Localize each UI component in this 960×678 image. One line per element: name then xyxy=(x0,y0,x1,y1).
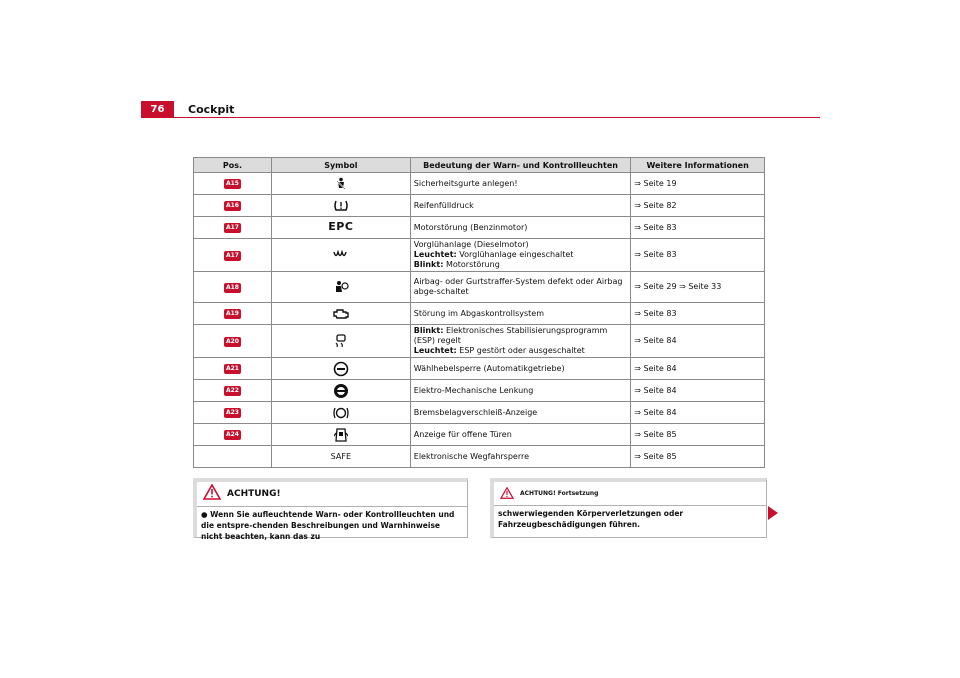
symbol-text: SAFE xyxy=(330,451,352,461)
meaning-line xyxy=(414,201,628,211)
section-title: Cockpit xyxy=(188,103,235,116)
meaning-line xyxy=(414,326,628,346)
warning-triangle-icon xyxy=(500,484,514,503)
meaning-text: Vorglühanlage (Dieselmotor) xyxy=(413,240,529,249)
row-meaning xyxy=(410,173,631,195)
row-info-link[interactable]: ⇒ Seite 85 xyxy=(631,446,765,468)
position-tag: A20 xyxy=(225,337,239,345)
table-row xyxy=(194,303,765,325)
position-tag: A22 xyxy=(225,387,239,394)
warning-triangle-icon xyxy=(203,484,221,504)
meaning-line xyxy=(414,250,628,260)
row-meaning xyxy=(410,239,631,272)
row-position xyxy=(194,272,272,303)
meaning-text: Airbag- oder Gurtstraffer-System defekt oder Airbag abge-schaltet xyxy=(413,277,623,296)
header-rule xyxy=(141,117,820,118)
steering-icon xyxy=(275,383,407,399)
warning-box xyxy=(193,478,468,541)
meaning-line xyxy=(414,408,628,418)
meaning-label: Blinkt: xyxy=(413,326,444,335)
column-header-pos: Pos. xyxy=(194,158,272,173)
table-row xyxy=(194,173,765,195)
row-meaning xyxy=(410,358,631,380)
row-meaning xyxy=(410,272,631,303)
row-symbol xyxy=(271,446,410,468)
row-symbol xyxy=(271,239,410,272)
door-open-icon xyxy=(275,427,407,443)
meaning-line xyxy=(414,223,628,233)
column-header-meaning: Bedeutung der Warn- und Kontrollleuchten xyxy=(410,158,631,173)
row-position xyxy=(194,239,272,272)
table-row xyxy=(194,195,765,217)
airbag-icon xyxy=(275,280,407,294)
meaning-label: Blinkt: xyxy=(413,260,444,269)
row-symbol xyxy=(271,380,410,402)
meaning-line xyxy=(414,277,628,297)
meaning-text: Anzeige für offene Türen xyxy=(413,429,512,439)
position-tag: A17 xyxy=(225,251,239,259)
row-position xyxy=(194,380,272,402)
position-tag: A19 xyxy=(225,310,239,317)
warning-light-table xyxy=(193,157,765,468)
position-tag: A17 xyxy=(225,224,239,231)
seatbelt-icon xyxy=(275,177,407,191)
row-info-link[interactable]: ⇒ Seite 83 xyxy=(631,303,765,325)
gear-lock-icon xyxy=(275,361,407,377)
meaning-label: Leuchtet: xyxy=(413,250,457,259)
table-row xyxy=(194,239,765,272)
row-info-link[interactable]: ⇒ Seite 19 xyxy=(631,173,765,195)
table-row xyxy=(194,380,765,402)
row-position xyxy=(194,446,272,468)
row-meaning xyxy=(410,446,631,468)
row-symbol xyxy=(271,217,410,239)
warning-box-continued xyxy=(490,478,767,538)
position-tag: A16 xyxy=(225,202,239,209)
row-info-link[interactable]: ⇒ Seite 83 xyxy=(631,239,765,272)
meaning-text: Reifenfülldruck xyxy=(413,200,474,210)
meaning-text: Elektronische Wegfahrsperre xyxy=(413,451,530,461)
row-info-link[interactable]: ⇒ Seite 83 xyxy=(631,217,765,239)
meaning-line xyxy=(414,260,628,270)
row-symbol xyxy=(271,173,410,195)
meaning-text: Wählhebelsperre (Automatikgetriebe) xyxy=(413,363,565,373)
meaning-line xyxy=(414,364,628,374)
meaning-text: Motorstörung xyxy=(443,260,500,269)
row-symbol xyxy=(271,358,410,380)
meaning-text: Vorglühanlage eingeschaltet xyxy=(456,250,574,259)
table-header-row xyxy=(194,158,765,173)
row-position xyxy=(194,424,272,446)
epc-icon: EPC xyxy=(328,220,354,233)
table-row xyxy=(194,217,765,239)
row-symbol xyxy=(271,303,410,325)
brake-pad-icon xyxy=(275,406,407,420)
bullet-icon: ● xyxy=(201,510,208,519)
row-position xyxy=(194,303,272,325)
next-page-arrow-icon[interactable] xyxy=(768,505,778,524)
table-row xyxy=(194,402,765,424)
table-row xyxy=(194,272,765,303)
row-meaning xyxy=(410,402,631,424)
row-position xyxy=(194,358,272,380)
meaning-text: Elektro-Mechanische Lenkung xyxy=(413,385,534,395)
column-header-symbol: Symbol xyxy=(271,158,410,173)
row-position xyxy=(194,217,272,239)
table-body xyxy=(194,173,765,468)
row-meaning xyxy=(410,380,631,402)
row-meaning xyxy=(410,303,631,325)
meaning-line xyxy=(414,179,628,189)
position-tag: A18 xyxy=(225,283,239,291)
row-info-link[interactable]: ⇒ Seite 29 ⇒ Seite 33 xyxy=(631,272,765,303)
position-tag: A15 xyxy=(225,180,239,187)
page-number: 76 xyxy=(141,101,174,118)
meaning-text: Motorstörung (Benzinmotor) xyxy=(413,222,528,232)
warning-box-cont-body: schwerwiegenden Körperverletzungen oder Fahrzeugbeschädigungen führen. xyxy=(498,509,684,529)
position-tag: A21 xyxy=(225,365,239,372)
glow-plug-icon xyxy=(275,250,407,260)
column-header-info: Weitere Informationen xyxy=(631,158,765,173)
row-position xyxy=(194,325,272,358)
meaning-line xyxy=(414,309,628,319)
row-position xyxy=(194,402,272,424)
position-tag: A24 xyxy=(225,431,239,438)
row-meaning xyxy=(410,195,631,217)
tire-pressure-icon xyxy=(275,199,407,212)
meaning-label: Leuchtet: xyxy=(413,346,457,355)
meaning-text: Störung im Abgaskontrollsystem xyxy=(413,308,545,318)
warning-box-cont-header xyxy=(494,482,766,505)
meaning-text: ESP gestört oder ausgeschaltet xyxy=(456,346,585,355)
warning-box-cont-title: ACHTUNG! Fortsetzung xyxy=(520,490,599,497)
row-info-link[interactable]: ⇒ Seite 84 xyxy=(631,325,765,358)
table-row xyxy=(194,358,765,380)
meaning-text: Bremsbelagverschleiß-Anzeige xyxy=(413,407,538,417)
row-meaning xyxy=(410,424,631,446)
position-tag: A23 xyxy=(225,409,239,416)
meaning-line xyxy=(414,430,628,440)
row-position xyxy=(194,173,272,195)
table-row xyxy=(194,424,765,446)
table-row xyxy=(194,325,765,358)
esp-icon xyxy=(275,334,407,348)
row-info-link[interactable]: ⇒ Seite 84 xyxy=(631,402,765,424)
row-symbol xyxy=(271,272,410,303)
meaning-line xyxy=(414,240,628,250)
meaning-line xyxy=(414,346,628,356)
row-position xyxy=(194,195,272,217)
row-symbol xyxy=(271,424,410,446)
row-symbol xyxy=(271,402,410,424)
meaning-text: Sicherheitsgurte anlegen! xyxy=(413,178,518,188)
row-meaning xyxy=(410,217,631,239)
row-meaning xyxy=(410,325,631,358)
engine-icon xyxy=(275,308,407,320)
meaning-line xyxy=(414,452,628,462)
row-info-link[interactable]: ⇒ Seite 82 xyxy=(631,195,765,217)
warning-box-body xyxy=(197,507,467,544)
table-row xyxy=(194,446,765,468)
row-symbol xyxy=(271,325,410,358)
warning-box-text: Wenn Sie aufleuchtende Warn- oder Kontrollleuchten und die entspre-chenden Beschreibungen und Warnhinweise nicht beachten, kann das zu xyxy=(201,510,455,541)
warning-box-header xyxy=(197,482,467,506)
meaning-text: Elektronisches Stabilisierungsprogramm (ESP) regelt xyxy=(413,326,608,345)
row-info-link[interactable]: ⇒ Seite 85 xyxy=(631,424,765,446)
row-info-link[interactable]: ⇒ Seite 84 xyxy=(631,380,765,402)
row-info-link[interactable]: ⇒ Seite 84 xyxy=(631,358,765,380)
warning-box-title: ACHTUNG! xyxy=(227,489,281,499)
row-symbol xyxy=(271,195,410,217)
meaning-line xyxy=(414,386,628,396)
